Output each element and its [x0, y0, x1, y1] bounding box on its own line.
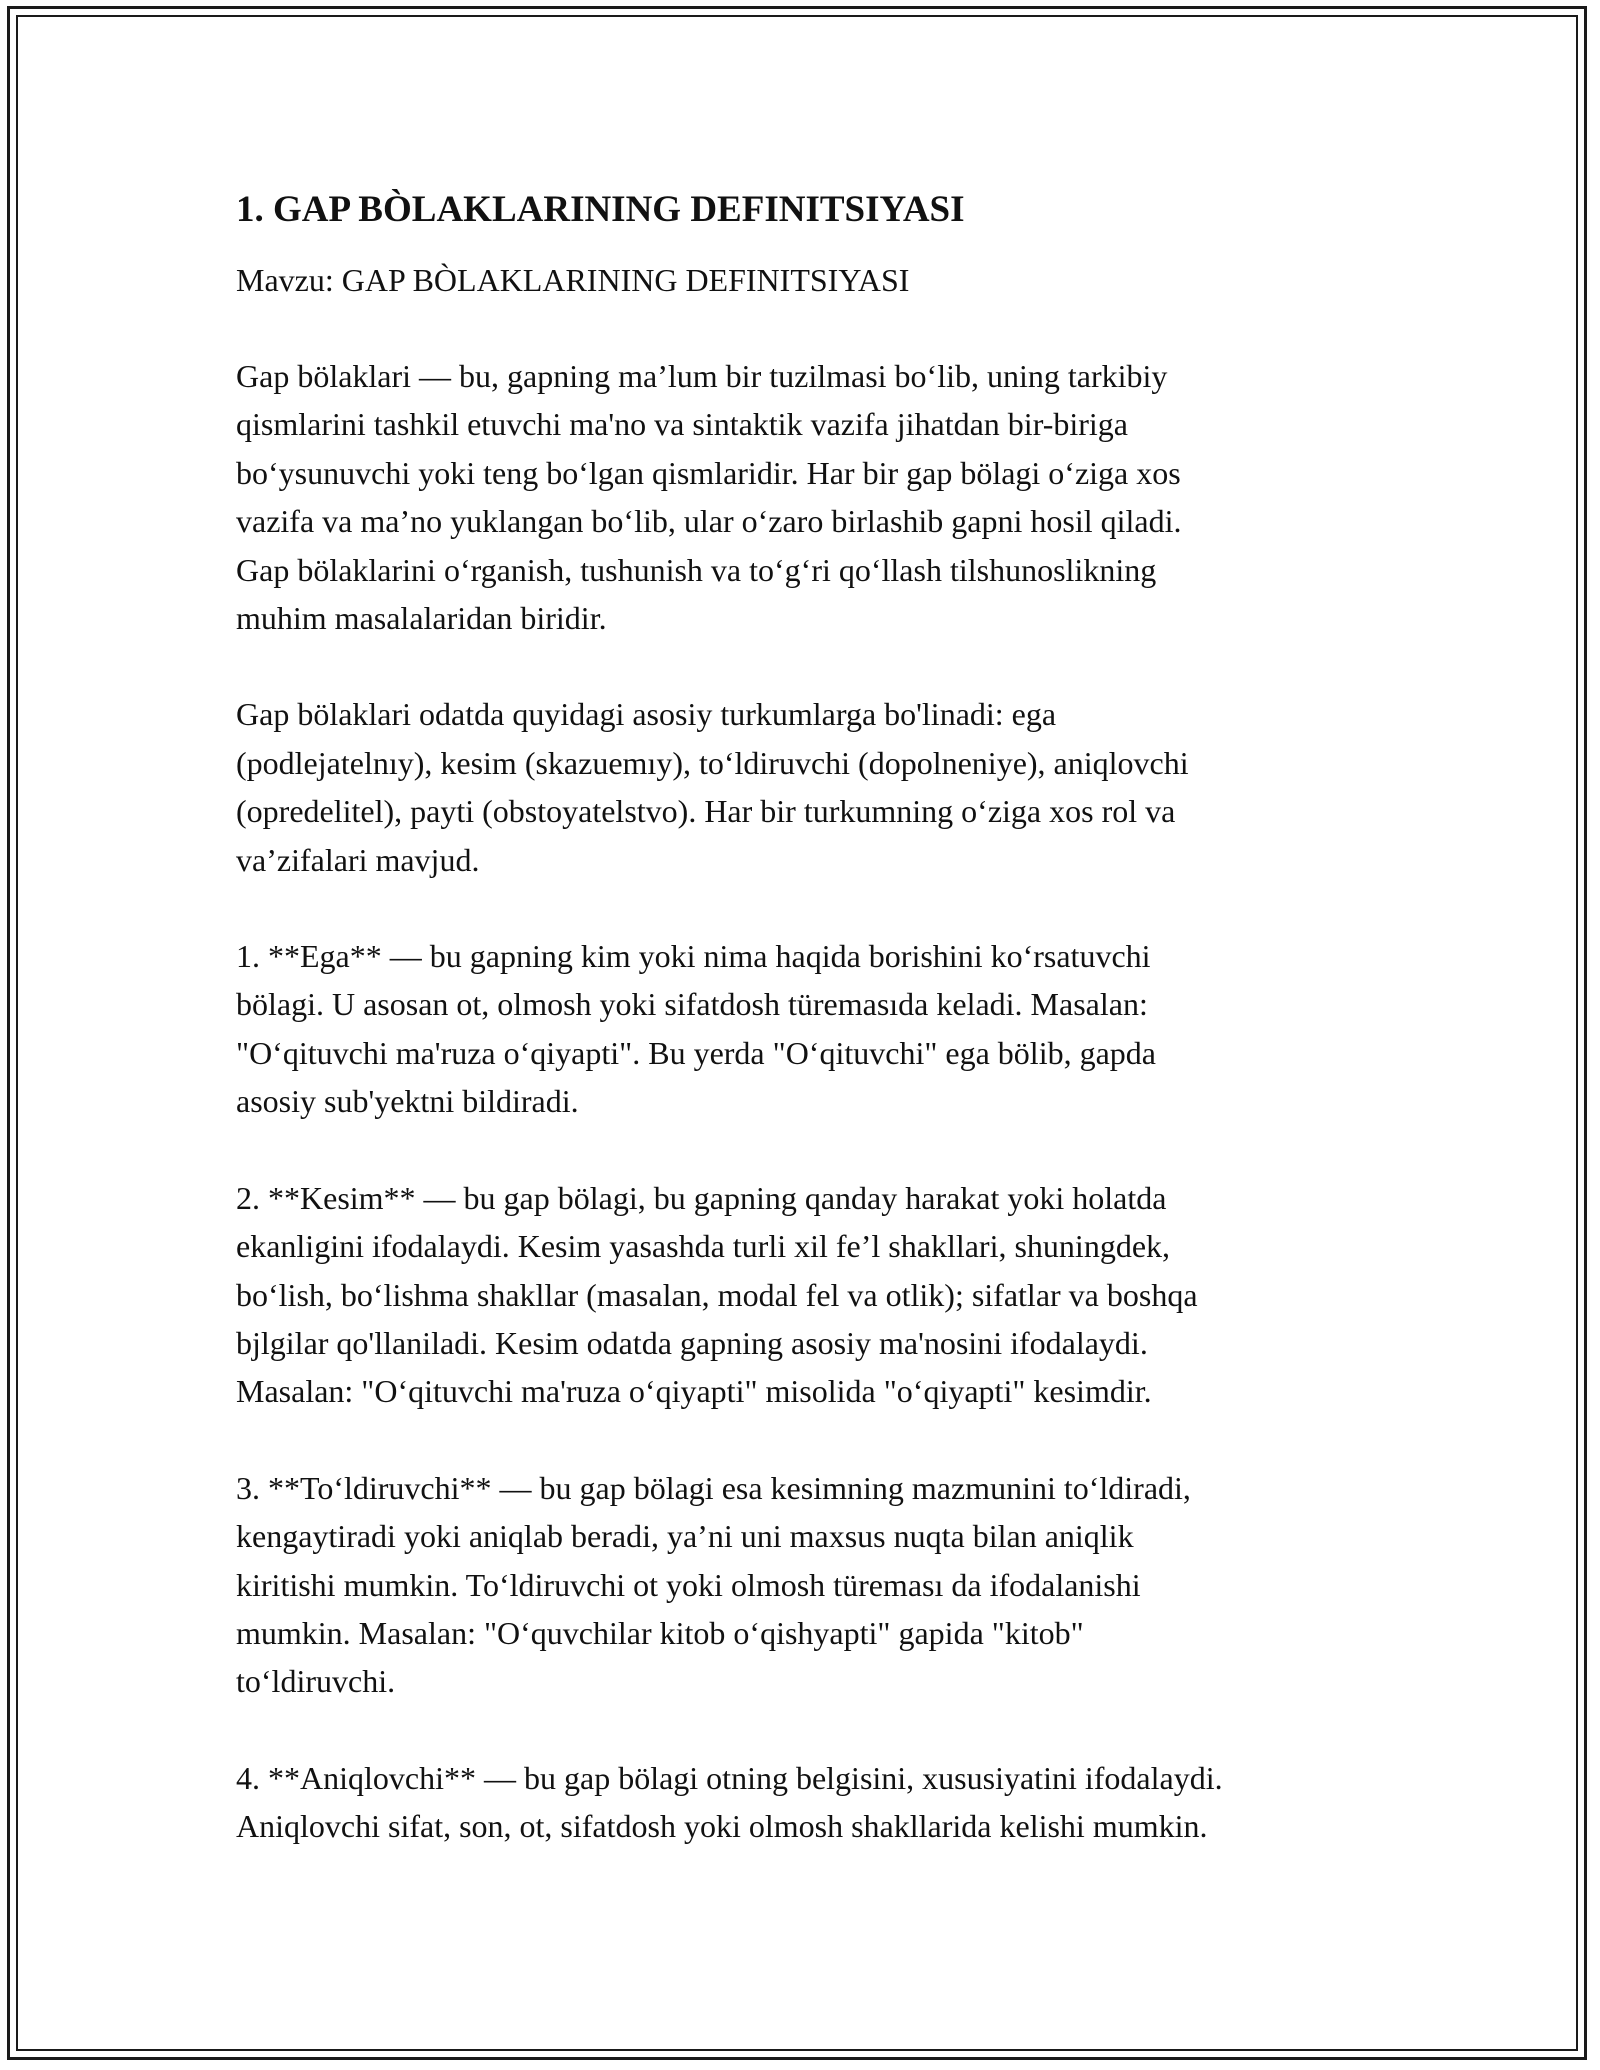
paragraph-line: 3. **To‘ldiruvchi** — bu gap bölagi esa kesimning mazmunini to‘ldiradi, [236, 1469, 1191, 1506]
paragraph-line: kiritishi mumkin. To‘ldiruvchi ot yoki olmosh türeması da ifodalanishi [236, 1566, 1141, 1603]
paragraph-line: Gap bölaklari — bu, gapning ma’lum bir tuzilmasi bo‘lib, uning tarkibiy [236, 358, 1168, 394]
paragraph-line: bo‘lish, bo‘lishma shakllar (masalan, modal fel va otlik); sifatlar va boshqa [236, 1276, 1198, 1313]
document-body [236, 186, 1386, 1899]
paragraph-line: Aniqlovchi sifat, son, ot, sifatdosh yoki olmosh shakllarida kelishi mumkin. [236, 1808, 1208, 1845]
paragraph-line: asosiy sub'yektni bildiradi. [236, 1083, 579, 1120]
paragraph [236, 1754, 1386, 1851]
paragraph-line: vazifa va ma’no yuklangan bo‘lib, ular o‘zaro birlashib gapni hosil qiladi. [236, 503, 1182, 540]
paragraph-line: kengaytiradi yoki aniqlab beradi, ya’ni uni maxsus nuqta bilan aniqlik [236, 1518, 1134, 1555]
paragraph [236, 1464, 1386, 1706]
paragraph-line: (opredelitel), payti (obstoyatelstvo). Har bir turkumning o‘ziga xos rol va [236, 793, 1176, 830]
paragraph-line: qismlarini tashkil etuvchi ma'no va sintaktik vazifa jihatdan bir-biriga [236, 406, 1128, 443]
document-subtitle: Mavzu: GAP BÒLAKLARINING DEFINITSIYASI [236, 262, 910, 298]
paragraph-line: "O‘qituvchi ma'ruza o‘qiyapti". Bu yerda "O‘qituvchi" ega bölib, gapda [236, 1034, 1156, 1071]
paragraph [236, 690, 1386, 884]
paragraph [236, 352, 1386, 642]
paragraph-list [236, 352, 1386, 1851]
paragraph-line: Gap bölaklari odatda quyidagi asosiy turkumlarga bo'linadi: ega [236, 696, 1057, 733]
paragraph-line: 2. **Kesim** — bu gap bölagi, bu gapning qanday harakat yoki holatda [236, 1179, 1167, 1216]
paragraph-line: to‘ldiruvchi. [236, 1663, 396, 1700]
paragraph [236, 932, 1386, 1126]
paragraph-line: mumkin. Masalan: "O‘quvchilar kitob o‘qishyapti" gapida "kitob" [236, 1614, 1084, 1651]
paragraph-line: bo‘ysunuvchi yoki teng bo‘lgan qismlaridir. Har bir gap bölagi o‘ziga xos [236, 454, 1181, 491]
paragraph-line: (podlejatelnıy), kesim (skazuemıy), to‘ldiruvchi (dopolneniye), aniqlovchi [236, 744, 1189, 781]
paragraph-line: ekanligini ifodalaydi. Kesim yasashda turli xil fe’l shakllari, shuningdek, [236, 1228, 1171, 1265]
paragraph [236, 1174, 1386, 1416]
paragraph-line: muhim masalalaridan biridir. [236, 600, 607, 637]
paragraph-line: Masalan: "O‘qituvchi ma'ruza o‘qiyapti" misolida "o‘qiyapti" kesimdir. [236, 1373, 1152, 1410]
paragraph-line: 4. **Aniqlovchi** — bu gap bölagi otning belgisini, xususiyatini ifodalaydi. [236, 1759, 1223, 1796]
paragraph-line: bölagi. U asosan ot, olmosh yoki sifatdosh türemasıda keladi. Masalan: [236, 986, 1148, 1023]
paragraph-line: va’zifalari mavjud. [236, 841, 480, 878]
paragraph-line: 1. **Ega** — bu gapning kim yoki nima haqida borishini ko‘rsatuvchi [236, 938, 1151, 975]
document-title: 1. GAP BÒLAKLARINING DEFINITSIYASI [236, 189, 965, 230]
paragraph-line: Gap bölaklarini o‘rganish, tushunish va to‘g‘ri qo‘llash tilshunoslikning [236, 551, 1157, 588]
paragraph-line: bjlgilar qo'llaniladi. Kesim odatda gapning asosiy ma'nosini ifodalaydi. [236, 1324, 1148, 1361]
